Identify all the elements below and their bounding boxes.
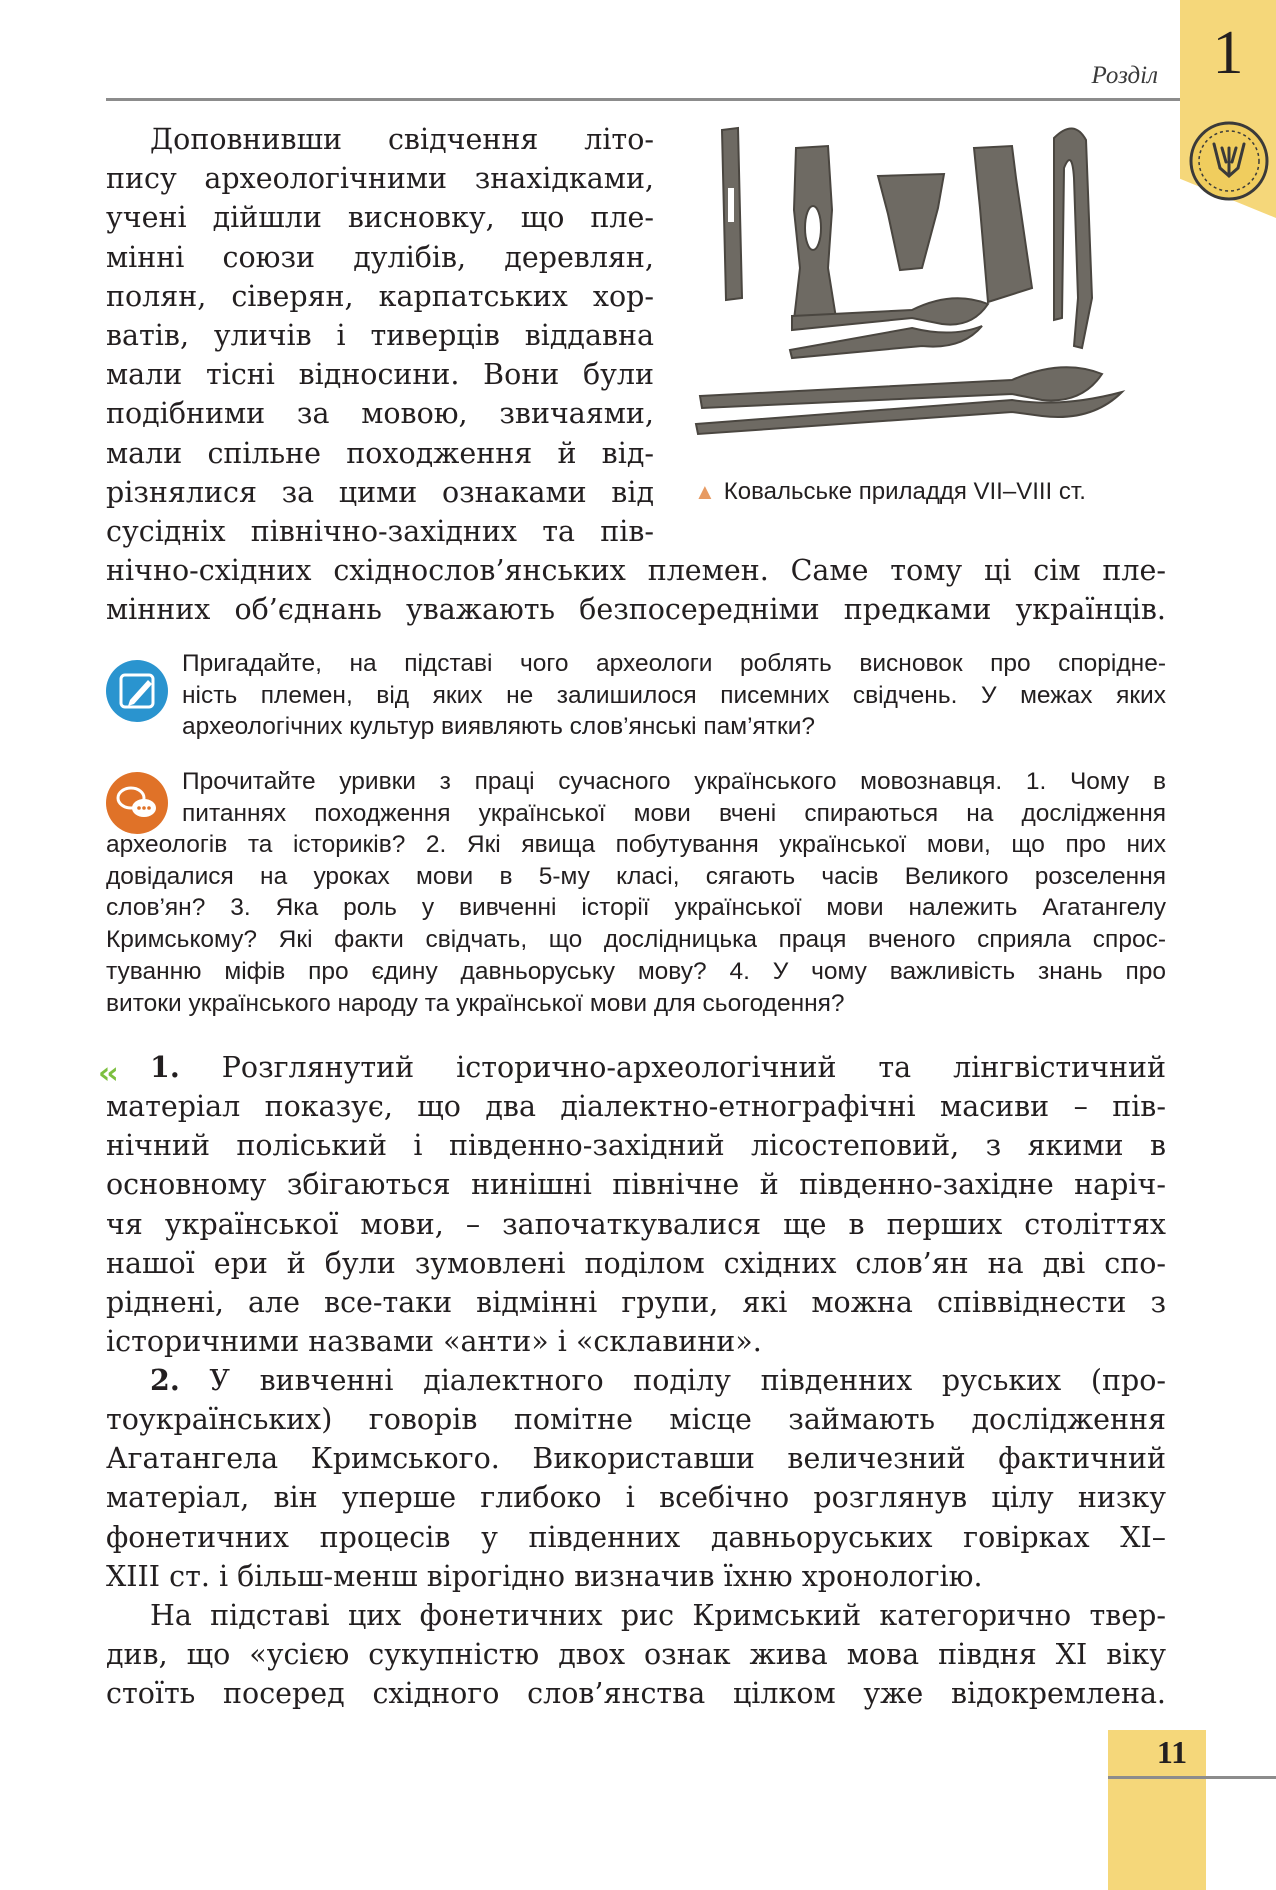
quote-line: Розглянутий історично-археологічний та лінгвістичний — [221, 1051, 1166, 1084]
chat-bubbles-icon — [106, 772, 168, 834]
task-line: Пригадайте, на підставі чого археологи роблять висновок про споріднe- — [182, 650, 1166, 677]
quote-line: У вивченні діалектного поділу південних руських (про- — [209, 1364, 1166, 1397]
quote-line: стоїть посеред східного слов’янства цілком уже відокремлена. — [106, 1677, 1166, 1711]
section-number: 1 — [1212, 19, 1244, 87]
task-line: Прочитайте уривки з праці сучасного українського мовознавця. 1. Чому в — [182, 768, 1166, 795]
quote-line: фонетичних процесів у південних давньоруських говірках XI– — [106, 1520, 1166, 1554]
quote-line: нашої ери й були зумовлені поділом східних слов’ян на дві спо- — [106, 1246, 1166, 1280]
task-line: археологічних культур виявляють слов’янські пам’ятки? — [182, 713, 816, 741]
quote-paragraph-1 — [106, 1087, 1166, 1361]
intro-paragraph — [106, 120, 654, 551]
quote-line: На підставі цих фонетичних рис Кримський категорично твер- — [150, 1599, 1166, 1632]
task-line: слов’ян? 3. Яка роль у вивченні історії української мови належить Агатангелу — [106, 894, 1166, 922]
quote-line: ріднені, але все-таки відмінні групи, які можна співвіднести з — [106, 1286, 1166, 1320]
pencil-icon — [106, 660, 168, 722]
intro-line: мали спільне походження й від- — [106, 436, 654, 470]
intro-line: Доповнивши свідчення літо- — [150, 123, 654, 156]
intro-line: нічно-східних східнослов’янських племен. Саме тому ці сім пле- — [106, 554, 1166, 587]
quote-paragraph-2-first — [150, 1361, 1166, 1400]
intro-line: учені дійшли висновку, що пле- — [106, 201, 654, 235]
task-line: довідалися на уроках мови в 5-му класі, сягають часів Великого розселення — [106, 862, 1166, 890]
caption-text: Ковальське приладдя VII–VIII ст. — [723, 478, 1086, 505]
section-label: Розділ — [1091, 62, 1158, 89]
coin-emblem-icon — [1186, 118, 1272, 204]
paragraph-number: 2. — [150, 1363, 180, 1397]
intro-line: мінних об’єднань уважають безпосередніми предками українців. — [106, 593, 1166, 627]
intro-line: пису археологічними знахідками, — [106, 162, 654, 196]
quote-line: див, що «усією сукупністю двох ознак жива мова півдня XI віку — [106, 1638, 1166, 1672]
caption-triangle-icon: ▲ — [694, 479, 716, 504]
blacksmith-tools-image — [682, 118, 1142, 440]
quote-line: основному збігаються нинішні північне й південно-західне наріч- — [106, 1168, 1166, 1202]
task-line: питаннях походження української мови вчені спираються на дослідження — [182, 799, 1166, 827]
task-line: туванню міфів про єдину давньоруську мову? 4. У чому важливість знань про — [106, 957, 1166, 985]
quote-line: Агатангела Кримського. Використавши величезний фактичний — [106, 1442, 1166, 1476]
page-number: 11 — [1156, 1734, 1188, 1770]
quote-line: нічний поліський і південно-західний лісостеповий, з якими в — [106, 1129, 1166, 1163]
header-rule — [106, 98, 1180, 101]
intro-line: полян, сіверян, карпатських хор- — [106, 279, 654, 313]
intro-line: мали тісні відносини. Вони були — [106, 358, 654, 392]
intro-line: мінні союзи дулібів, деревлян, — [106, 240, 654, 274]
paragraph-number: 1. — [150, 1050, 180, 1084]
task-line: витоки українського народу та української мови для сьогодення? — [106, 989, 845, 1017]
quote-marker-icon: ‹‹ — [98, 1056, 115, 1091]
intro-line: подібними за мовою, звичаями, — [106, 397, 654, 431]
intro-line: сусідніх північно-західних та пів- — [106, 515, 654, 549]
quote-paragraph-3 — [106, 1596, 1166, 1714]
quote-line: чя української мови, – започаткувалися ще в перших століттях — [106, 1207, 1166, 1241]
quote-line: історичними назвами «анти» і «склавини». — [106, 1325, 762, 1359]
task-recall — [182, 648, 1166, 743]
quote-line: матеріал, він уперше глибоко і всебічно розглянув цілу низку — [106, 1481, 1166, 1515]
intro-line: ватів, уличів і тиверців віддавна — [106, 319, 654, 353]
task-line: археологів та істориків? 2. Які явища побутування української мови, що про них — [106, 831, 1166, 858]
intro-line: різнялися за цими ознаками від — [106, 475, 654, 509]
page-rule — [1108, 1776, 1276, 1779]
task-line: ність племен, від яких не залишилося писемних свідчень. У межах яких — [182, 681, 1166, 709]
quote-paragraph-2 — [106, 1400, 1166, 1596]
figure-caption — [694, 478, 1086, 506]
task-line: Кримському? Які факти свідчать, що дослідницька праця вченого сприяла спрос- — [106, 926, 1166, 954]
quote-line: XIII ст. і більш-менш вірогідно визначив їхню хронологію. — [106, 1559, 983, 1593]
task-read-head — [182, 766, 1166, 829]
intro-paragraph-continued — [106, 551, 1166, 629]
quote-paragraph-1-first — [150, 1048, 1166, 1087]
task-read-body — [106, 829, 1166, 1019]
quote-line: тоукраїнських) говорів помітне місце займають дослідження — [106, 1403, 1166, 1436]
quote-line: матеріал показує, що два діалектно-етнографічні масиви – пів- — [106, 1090, 1166, 1123]
